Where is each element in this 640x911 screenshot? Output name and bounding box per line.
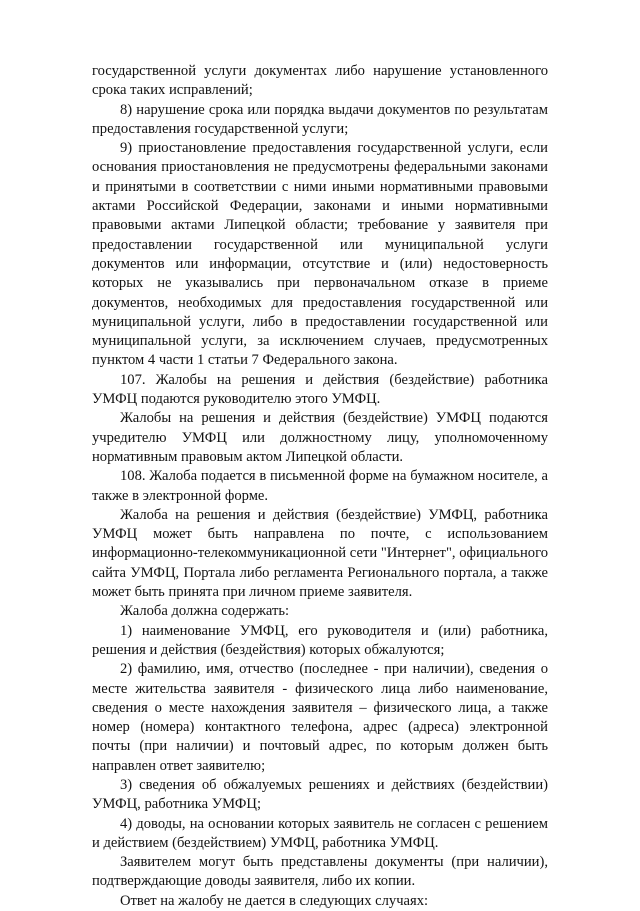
paragraph-contents-item-1: 1) наименование УМФЦ, его руководителя и (или) работника, решения и действия (бездействия) которых обжалуются;: [92, 622, 548, 658]
paragraph-item-9: 9) приостановление предоставления государственной услуги, если основания приостановления не предусмотрены федеральными законами и принятыми в соответствии с ними иными нормативными правовыми актами Российской Федерации, законами и иными нормативными правовыми актами Липецкой области; требование у заявителя при предоставлении государственной или муниципальной услуги документов или информации, отсутствие и (или) недостоверность которых не указывались при первоначальном отказе в приеме документов, необходимых для предоставления государственной или муниципальной услуги, либо в предоставлении государственной или муниципальной услуги, за исключением случаев, предусмотренных пунктом 4 части 1 статьи 7 Федерального закона.: [92, 140, 548, 369]
paragraph-complaint-channels: Жалоба на решения и действия (бездействие) УМФЦ, работника УМФЦ может быть направлена по почте, с использованием информационно-телекоммуникационной сети "Интернет", официального сайта УМФЦ, Портала либо регламента Регионального портала, а также может быть принята при личном приеме заявителя.: [92, 506, 548, 601]
paragraph-contents-item-2: 2) фамилию, имя, отчество (последнее - при наличии), сведения о месте жительства заявителя - физического лица либо наименование, сведения о месте нахождения заявителя – физического лица, а также номер (номера) контактного телефона, адрес (адреса) электронной почты (при наличии) и почтовый адрес, по которым должен быть направлен ответ заявителю;: [92, 661, 548, 774]
paragraph-continuation: государственной услуги документах либо нарушение установленного срока таких исправлений;: [92, 63, 548, 99]
paragraph-item-8: 8) нарушение срока или порядка выдачи документов по результатам предоставления государственной услуги;: [92, 101, 548, 137]
paragraph-supporting-documents: Заявителем могут быть представлены документы (при наличии), подтверждающие доводы заявителя, либо их копии.: [92, 854, 548, 890]
paragraph-contents-item-3: 3) сведения об обжалуемых решениях и действиях (бездействии) УМФЦ, работника УМФЦ;: [92, 776, 548, 813]
paragraph-108: 108. Жалоба подается в письменной форме на бумажном носителе, а также в электронной форме.: [92, 468, 548, 504]
paragraph-umfc-complaints: Жалобы на решения и действия (бездействие) УМФЦ подаются учредителю УМФЦ или должностному лицу, уполномоченному нормативным правовым актом Липецкой области.: [92, 410, 548, 465]
document-page: [92, 62, 548, 911]
paragraph-complaint-contents-intro: Жалоба должна содержать:: [120, 603, 290, 620]
paragraph-no-answer-cases: Ответ на жалобу не дается в следующих случаях:: [120, 892, 429, 909]
paragraph-107: 107. Жалобы на решения и действия (бездействие) работника УМФЦ подаются руководителю этого УМФЦ.: [92, 371, 548, 408]
paragraph-contents-item-4: 4) доводы, на основании которых заявитель не согласен с решением и действием (бездействием) УМФЦ, работника УМФЦ.: [92, 815, 548, 851]
